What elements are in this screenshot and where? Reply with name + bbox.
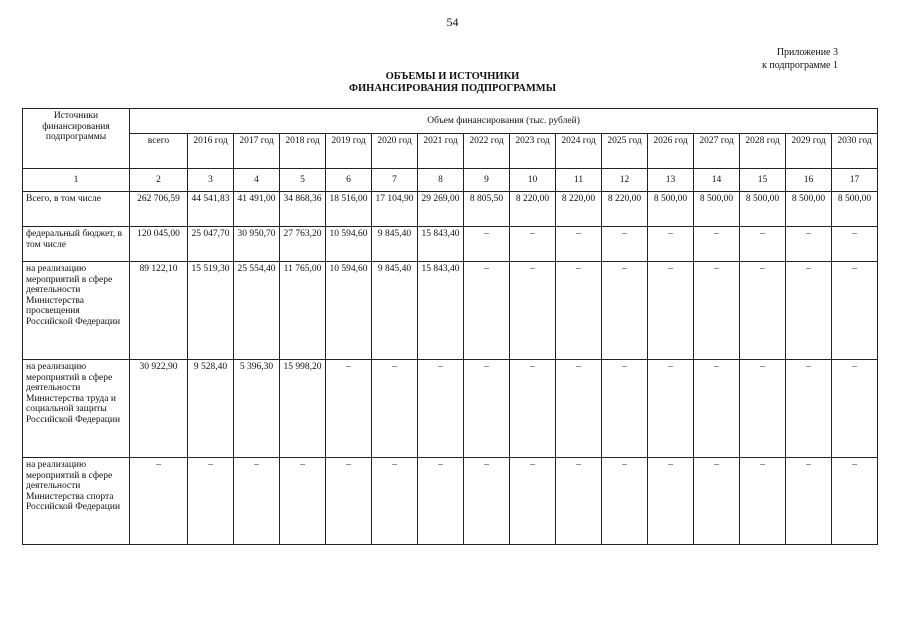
- table-cell: 8 500,00: [832, 192, 878, 227]
- appendix-line-2: к подпрограмме 1: [762, 60, 838, 71]
- table-cell: –: [694, 360, 740, 458]
- table-cell: –: [556, 458, 602, 545]
- column-index: 14: [694, 169, 740, 192]
- table-cell: –: [418, 360, 464, 458]
- table-cell: –: [832, 360, 878, 458]
- table-cell: –: [786, 458, 832, 545]
- column-index: 4: [234, 169, 280, 192]
- header-row-2: [23, 134, 878, 169]
- table-row: [23, 360, 878, 458]
- table-cell: –: [786, 360, 832, 458]
- row-label: Всего, в том числе: [23, 192, 130, 227]
- table-row: [23, 227, 878, 262]
- table-cell: –: [188, 458, 234, 545]
- column-header: 2021 год: [418, 134, 464, 169]
- column-header: 2019 год: [326, 134, 372, 169]
- table-cell: –: [648, 262, 694, 360]
- table-cell: –: [602, 227, 648, 262]
- table-cell: –: [648, 360, 694, 458]
- table-cell: –: [556, 360, 602, 458]
- appendix-note: [762, 46, 838, 72]
- table-cell: –: [372, 458, 418, 545]
- column-index: 5: [280, 169, 326, 192]
- table-row: [23, 192, 878, 227]
- table-cell: 10 594,60: [326, 227, 372, 262]
- column-header: 2027 год: [694, 134, 740, 169]
- column-header: 2026 год: [648, 134, 694, 169]
- column-index: 11: [556, 169, 602, 192]
- volume-header: Объем финансирования (тыс. рублей): [130, 109, 878, 134]
- column-index: 17: [832, 169, 878, 192]
- table-cell: –: [602, 360, 648, 458]
- table-cell: –: [832, 227, 878, 262]
- table-cell: 17 104,90: [372, 192, 418, 227]
- table-cell: –: [832, 262, 878, 360]
- column-index: 7: [372, 169, 418, 192]
- table-cell: 89 122,10: [130, 262, 188, 360]
- table-cell: 8 500,00: [786, 192, 832, 227]
- table-cell: 9 845,40: [372, 262, 418, 360]
- table-cell: –: [510, 227, 556, 262]
- title-line-2: ФИНАНСИРОВАНИЯ ПОДПРОГРАММЫ: [348, 83, 557, 94]
- table-row: [23, 458, 878, 545]
- table-cell: 8 500,00: [694, 192, 740, 227]
- table-cell: 27 763,20: [280, 227, 326, 262]
- financing-table: [22, 108, 878, 545]
- column-index: 8: [418, 169, 464, 192]
- table-cell: –: [510, 458, 556, 545]
- table-cell: –: [648, 458, 694, 545]
- table-cell: 9 845,40: [372, 227, 418, 262]
- column-header: 2025 год: [602, 134, 648, 169]
- appendix-line-1: Приложение 3: [776, 47, 838, 58]
- table-cell: –: [326, 360, 372, 458]
- column-index: 13: [648, 169, 694, 192]
- table-cell: 10 594,60: [326, 262, 372, 360]
- table-cell: 9 528,40: [188, 360, 234, 458]
- table-cell: –: [832, 458, 878, 545]
- table-cell: –: [234, 458, 280, 545]
- table-cell: 18 516,00: [326, 192, 372, 227]
- table-cell: –: [694, 262, 740, 360]
- table-cell: 30 922,90: [130, 360, 188, 458]
- page-number: 54: [446, 15, 459, 29]
- table-cell: –: [326, 458, 372, 545]
- title-line-1: ОБЪЕМЫ И ИСТОЧНИКИ: [385, 71, 520, 82]
- column-index: 3: [188, 169, 234, 192]
- table-cell: 25 047,70: [188, 227, 234, 262]
- row-label: федеральный бюджет, в том числе: [23, 227, 130, 262]
- table-cell: 44 541,83: [188, 192, 234, 227]
- table-cell: 15 843,40: [418, 227, 464, 262]
- table-cell: –: [464, 262, 510, 360]
- table-cell: 15 843,40: [418, 262, 464, 360]
- table-cell: –: [786, 227, 832, 262]
- column-index: 6: [326, 169, 372, 192]
- table-cell: –: [694, 458, 740, 545]
- column-index: 16: [786, 169, 832, 192]
- table-cell: 11 765,00: [280, 262, 326, 360]
- column-index: 9: [464, 169, 510, 192]
- table-cell: 8 220,00: [602, 192, 648, 227]
- column-header: 2024 год: [556, 134, 602, 169]
- column-header: 2017 год: [234, 134, 280, 169]
- row-label: на реализацию мероприятий в сфере деятельности Министерства спорта Российской Федерации: [23, 458, 130, 545]
- table-cell: –: [602, 262, 648, 360]
- column-header: 2023 год: [510, 134, 556, 169]
- table-cell: –: [280, 458, 326, 545]
- table-cell: –: [464, 360, 510, 458]
- column-header: 2028 год: [740, 134, 786, 169]
- table-cell: 30 950,70: [234, 227, 280, 262]
- column-index: 12: [602, 169, 648, 192]
- index-row: [23, 169, 878, 192]
- row-label: на реализацию мероприятий в сфере деятельности Министерства труда и социальной защиты Российской Федерации: [23, 360, 130, 458]
- column-header: 2022 год: [464, 134, 510, 169]
- table-cell: 5 396,30: [234, 360, 280, 458]
- table-cell: –: [418, 458, 464, 545]
- table-cell: –: [602, 458, 648, 545]
- table-cell: –: [556, 227, 602, 262]
- table-cell: –: [464, 458, 510, 545]
- table-cell: –: [556, 262, 602, 360]
- column-header: 2030 год: [832, 134, 878, 169]
- column-index: 15: [740, 169, 786, 192]
- row-label: на реализацию мероприятий в сфере деятельности Министерства просвещения Российской Федерации: [23, 262, 130, 360]
- table-cell: 25 554,40: [234, 262, 280, 360]
- column-header: 2018 год: [280, 134, 326, 169]
- table-cell: –: [510, 262, 556, 360]
- table-cell: 8 500,00: [648, 192, 694, 227]
- document-title: [0, 71, 905, 95]
- table-cell: –: [740, 227, 786, 262]
- table-cell: 15 519,30: [188, 262, 234, 360]
- source-header: Источники финансирования подпрограммы: [23, 109, 130, 169]
- table-cell: 41 491,00: [234, 192, 280, 227]
- column-header: 2020 год: [372, 134, 418, 169]
- table-cell: –: [740, 262, 786, 360]
- table-cell: 8 220,00: [556, 192, 602, 227]
- table-cell: –: [130, 458, 188, 545]
- table-cell: 8 500,00: [740, 192, 786, 227]
- table-cell: 262 706,59: [130, 192, 188, 227]
- table-cell: –: [464, 227, 510, 262]
- table-cell: –: [786, 262, 832, 360]
- table-cell: 34 868,36: [280, 192, 326, 227]
- table-cell: –: [372, 360, 418, 458]
- table-cell: 29 269,00: [418, 192, 464, 227]
- header-row-1: [23, 109, 878, 134]
- table-cell: 15 998,20: [280, 360, 326, 458]
- column-header: 2029 год: [786, 134, 832, 169]
- table-cell: –: [740, 360, 786, 458]
- table-row: [23, 262, 878, 360]
- table-cell: 8 220,00: [510, 192, 556, 227]
- table-cell: 8 805,50: [464, 192, 510, 227]
- table-cell: –: [648, 227, 694, 262]
- column-index: 1: [23, 169, 130, 192]
- table-cell: –: [694, 227, 740, 262]
- column-index: 10: [510, 169, 556, 192]
- table-cell: –: [510, 360, 556, 458]
- column-index: 2: [130, 169, 188, 192]
- column-header: 2016 год: [188, 134, 234, 169]
- table-cell: –: [740, 458, 786, 545]
- table-cell: 120 045,00: [130, 227, 188, 262]
- column-header: всего: [130, 134, 188, 169]
